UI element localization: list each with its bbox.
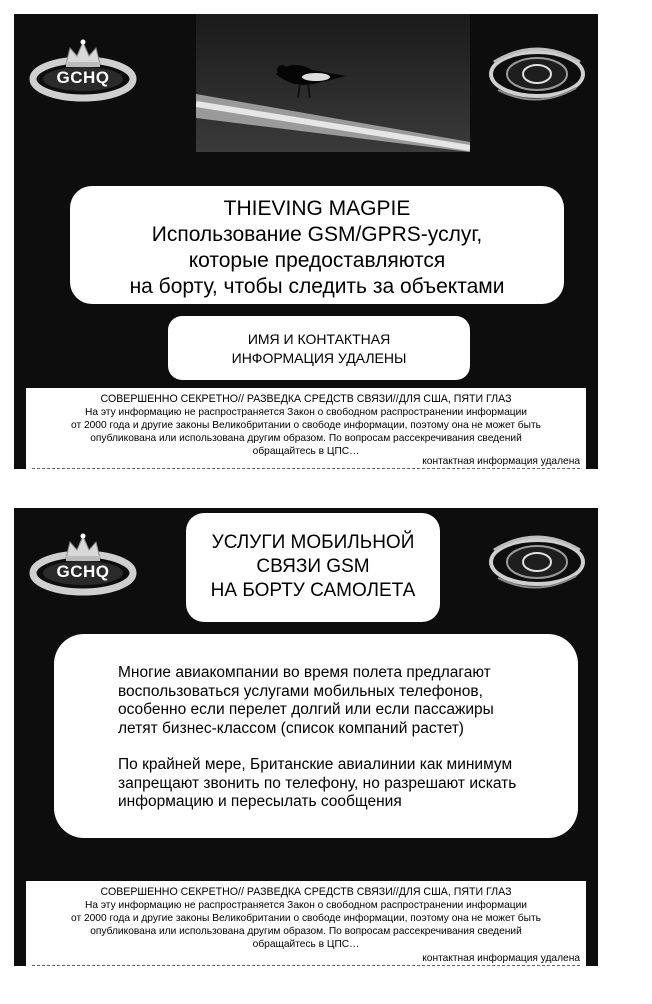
body-line: особенно если перелет долгий или если пассажиры	[118, 701, 494, 718]
gchq-crown-logo-icon	[28, 34, 138, 104]
footer-legal-line: опубликована или использована другим образом. По вопросам рассекречивания сведений	[90, 926, 522, 937]
footer-legal-line: На эту информацию не распространяется Закон о свободном распространении информации	[84, 407, 527, 418]
title-panel	[70, 186, 564, 304]
body-paragraph	[118, 664, 558, 738]
classification-banner: СОВЕРШЕННО СЕКРЕТНО// РАЗВЕДКА СРЕДСТВ СВЯЗИ//ДЛЯ США, ПЯТИ ГЛАЗ	[100, 886, 512, 898]
gchq-crown-logo-icon	[28, 528, 138, 598]
footer-legal-line: На эту информацию не распространяется Закон о свободном распространении информации	[84, 900, 527, 911]
redacted-notice-line: ИМЯ И КОНТАКТНАЯ	[247, 331, 391, 347]
footer-legal-line: опубликована или использована другим образом. По вопросам рассекречивания сведений	[90, 433, 522, 444]
magpie-photo	[196, 14, 470, 152]
globe-eye-logo-icon	[482, 520, 592, 600]
gchq-logo-text: GCHQ	[56, 562, 110, 581]
redacted-contact-panel	[168, 316, 470, 380]
footer-legal-line: обращайтесь в ЦПС…	[252, 446, 360, 457]
footer-divider	[32, 965, 580, 966]
contact-removed-note: контактная информация удалена	[422, 953, 580, 964]
body-line: Многие авиакомпании во время полета предлагают	[118, 664, 491, 681]
footer-legal-line: обращайтесь в ЦПС…	[252, 939, 360, 950]
footer-divider	[32, 468, 580, 469]
globe-eye-logo-icon	[482, 32, 592, 112]
body-line: По крайней мере, Британские авиалинии как минимум	[118, 756, 513, 773]
classification-footer	[26, 881, 586, 966]
body-paragraph	[118, 756, 558, 812]
body-line: воспользоваться услугами мобильных телефонов,	[118, 682, 483, 700]
body-line: запрещают звонить по телефону, но разрешают искать	[118, 774, 517, 792]
slide-subtitle-line: Использование GSM/GPRS-услуг,	[151, 223, 483, 246]
body-panel	[54, 634, 578, 838]
body-line: информацию и пересылать сообщения	[118, 793, 402, 810]
slide-thieving-magpie	[14, 14, 598, 469]
body-line: летят бизнес-классом (список компаний растет)	[118, 719, 464, 737]
title-panel	[186, 513, 440, 622]
slide-subtitle-line: которые предоставляются	[188, 249, 446, 272]
slide-title: THIEVING MAGPIE	[223, 197, 411, 220]
classification-footer	[26, 388, 586, 469]
contact-removed-note: контактная информация удалена	[422, 456, 580, 467]
slide-title-line: СВЯЗИ GSM	[256, 556, 370, 577]
slide-title-line: УСЛУГИ МОБИЛЬНОЙ	[211, 532, 415, 553]
slide-inflight-gsm	[14, 508, 598, 966]
slide-title-line: НА БОРТУ САМОЛЕТА	[210, 580, 416, 601]
redacted-notice-line: ИНФОРМАЦИЯ УДАЛЕНЫ	[231, 350, 407, 366]
footer-legal-line: от 2000 года и другие законы Великобритании о свободе информации, поэтому она не может быть	[71, 420, 541, 431]
slide-subtitle-line: на борту, чтобы следить за объектами	[129, 275, 505, 298]
classification-banner: СОВЕРШЕННО СЕКРЕТНО// РАЗВЕДКА СРЕДСТВ СВЯЗИ//ДЛЯ США, ПЯТИ ГЛАЗ	[100, 393, 512, 405]
footer-legal-line: от 2000 года и другие законы Великобритании о свободе информации, поэтому она не может быть	[71, 913, 541, 924]
gchq-logo-text: GCHQ	[56, 68, 110, 87]
